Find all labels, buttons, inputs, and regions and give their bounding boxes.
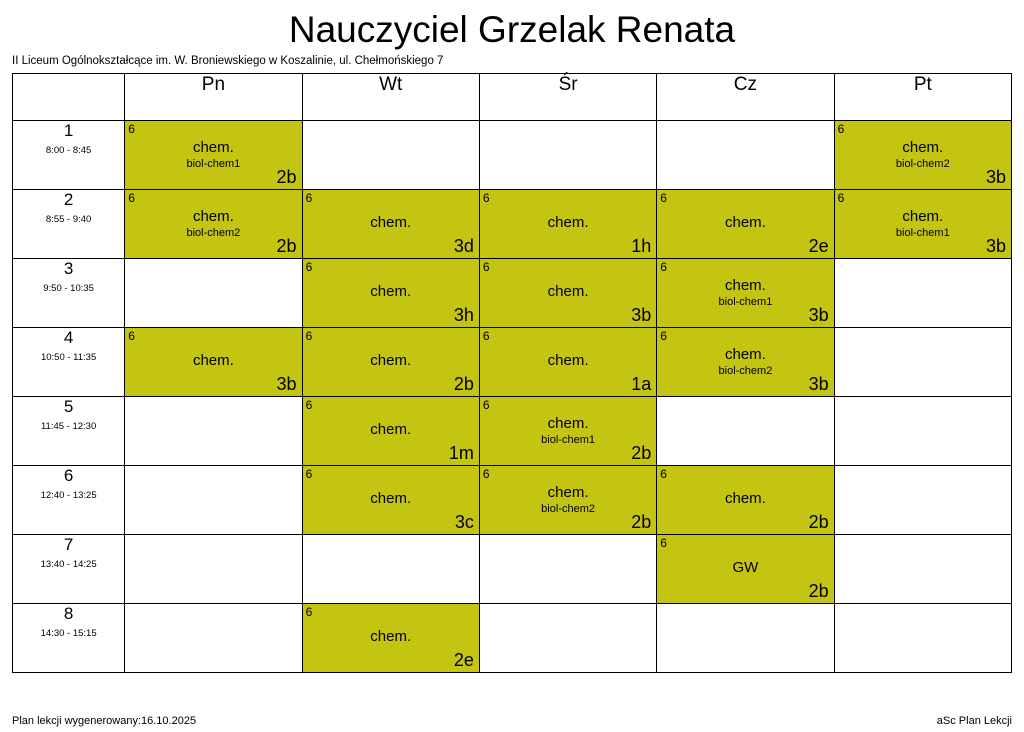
lesson-class: 3d [453, 236, 474, 256]
lesson-class: 1a [631, 374, 652, 394]
lesson-cell[interactable] [125, 190, 302, 259]
lesson-cell[interactable] [657, 190, 834, 259]
lesson-cell[interactable] [834, 397, 1011, 466]
lesson-period: 6 [305, 398, 313, 412]
lesson-period: 6 [660, 191, 667, 205]
lesson-cell[interactable] [657, 535, 834, 604]
lesson-group: biol-chem2 [895, 158, 950, 170]
lesson-cell[interactable] [302, 397, 479, 466]
lesson-class: 3b [631, 305, 652, 325]
hour-time: 8:00 - 8:45 [45, 145, 92, 156]
lesson-class: 3b [808, 305, 829, 325]
lesson-card[interactable] [480, 328, 656, 396]
lesson-card[interactable] [480, 190, 656, 258]
lesson-period: 6 [482, 329, 490, 343]
lesson-class: 3b [985, 236, 1006, 256]
lesson-cell[interactable] [834, 604, 1011, 673]
lesson-cell[interactable] [657, 466, 834, 535]
lesson-card[interactable] [125, 328, 301, 396]
lesson-card[interactable] [657, 190, 833, 258]
lesson-cell[interactable] [657, 328, 834, 397]
timetable-body [13, 121, 1012, 673]
lesson-period: 6 [305, 605, 313, 619]
lesson-subject: chem. [370, 283, 412, 300]
lesson-cell[interactable] [125, 397, 302, 466]
hour-cell [13, 604, 125, 673]
lesson-card[interactable] [125, 190, 301, 258]
lesson-cell[interactable] [834, 259, 1011, 328]
lesson-cell[interactable] [834, 466, 1011, 535]
lesson-cell[interactable] [834, 190, 1011, 259]
hour-time: 11:45 - 12:30 [40, 421, 97, 432]
hour-number: 4 [63, 328, 74, 347]
lesson-card[interactable] [835, 121, 1011, 189]
lesson-cell[interactable] [479, 535, 656, 604]
table-row [13, 121, 1012, 190]
lesson-period: 6 [837, 122, 845, 136]
hour-time: 13:40 - 14:25 [40, 559, 97, 570]
lesson-period: 6 [837, 191, 845, 205]
lesson-card[interactable] [480, 259, 656, 327]
lesson-class: 2b [631, 443, 652, 463]
lesson-class: 3c [454, 512, 474, 532]
timetable-grid [12, 73, 1012, 673]
lesson-class: 2b [276, 236, 297, 256]
timetable-page [0, 8, 1024, 732]
lesson-class: 2b [631, 512, 652, 532]
lesson-cell[interactable] [479, 397, 656, 466]
hour-cell [13, 121, 125, 190]
lesson-cell[interactable] [834, 328, 1011, 397]
table-row [13, 328, 1012, 397]
table-row [13, 466, 1012, 535]
lesson-class: 3b [808, 374, 829, 394]
lesson-card[interactable] [303, 190, 479, 258]
table-row [13, 259, 1012, 328]
hour-number: 6 [63, 466, 74, 485]
lesson-cell[interactable] [834, 121, 1011, 190]
lesson-cell[interactable] [302, 190, 479, 259]
day-header-pn: Pn [125, 74, 302, 121]
hour-cell [13, 466, 125, 535]
lesson-cell[interactable] [302, 121, 479, 190]
lesson-cell[interactable] [479, 604, 656, 673]
hour-cell [13, 328, 125, 397]
hour-time: 14:30 - 15:15 [40, 628, 97, 639]
lesson-cell[interactable] [657, 604, 834, 673]
lesson-subject: GW [732, 559, 759, 576]
hour-number: 3 [63, 259, 74, 278]
lesson-subject: chem. [902, 208, 944, 225]
hour-cell [13, 535, 125, 604]
grid-corner [13, 74, 125, 121]
hour-number: 2 [63, 190, 74, 209]
lesson-subject: chem. [370, 352, 412, 369]
lesson-cell[interactable] [125, 466, 302, 535]
lesson-group: biol-chem2 [718, 365, 773, 377]
lesson-card[interactable] [303, 604, 479, 672]
lesson-cell[interactable] [657, 259, 834, 328]
hour-number: 5 [63, 397, 74, 416]
hour-time: 8:55 - 9:40 [45, 214, 92, 225]
lesson-group: biol-chem1 [186, 158, 241, 170]
table-row [13, 604, 1012, 673]
lesson-cell[interactable] [479, 121, 656, 190]
lesson-cell[interactable] [125, 259, 302, 328]
lesson-cell[interactable] [657, 397, 834, 466]
lesson-card[interactable] [303, 328, 479, 396]
hour-time: 9:50 - 10:35 [43, 283, 94, 294]
school-subtitle: II Liceum Ogólnokształcące im. W. Broniewskiego w Koszalinie, ul. Chełmońskiego 7 [12, 55, 444, 67]
lesson-class: 3b [985, 167, 1006, 187]
lesson-card[interactable] [125, 121, 301, 189]
lesson-period: 6 [660, 467, 667, 481]
lesson-cell[interactable] [302, 466, 479, 535]
lesson-cell[interactable] [302, 535, 479, 604]
lesson-cell[interactable] [479, 259, 656, 328]
table-row [13, 190, 1012, 259]
lesson-class: 3b [276, 374, 297, 394]
lesson-subject: chem. [724, 277, 766, 294]
lesson-cell[interactable] [479, 190, 656, 259]
hour-number: 1 [63, 121, 74, 140]
lesson-period: 6 [660, 260, 667, 274]
hour-cell [13, 259, 125, 328]
lesson-period: 6 [482, 467, 490, 481]
lesson-period: 6 [305, 467, 313, 481]
lesson-card[interactable] [480, 466, 656, 534]
lesson-cell[interactable] [302, 328, 479, 397]
lesson-class: 2e [808, 236, 829, 256]
lesson-subject: chem. [724, 490, 766, 507]
lesson-subject: chem. [547, 214, 589, 231]
hour-cell [13, 190, 125, 259]
lesson-period: 6 [305, 329, 313, 343]
lesson-subject: chem. [902, 139, 944, 156]
lesson-cell[interactable] [125, 121, 302, 190]
lesson-class: 1m [448, 443, 474, 463]
lesson-class: 3h [453, 305, 474, 325]
hour-time: 12:40 - 13:25 [40, 490, 97, 501]
lesson-cell[interactable] [302, 604, 479, 673]
lesson-class: 2b [453, 374, 474, 394]
lesson-card[interactable] [657, 259, 833, 327]
lesson-cell[interactable] [302, 259, 479, 328]
lesson-cell[interactable] [479, 466, 656, 535]
hour-number: 7 [63, 535, 74, 554]
lesson-period: 6 [128, 122, 135, 136]
lesson-subject: chem. [547, 415, 589, 432]
day-header-sr: Śr [479, 74, 656, 121]
lesson-period: 6 [482, 191, 490, 205]
hour-cell [13, 397, 125, 466]
lesson-period: 6 [482, 260, 490, 274]
day-header-wt: Wt [302, 74, 479, 121]
lesson-subject: chem. [370, 490, 412, 507]
lesson-card[interactable] [657, 328, 833, 396]
lesson-cell[interactable] [834, 535, 1011, 604]
lesson-period: 6 [660, 536, 667, 550]
hour-number: 8 [63, 604, 74, 623]
lesson-subject: chem. [370, 421, 412, 438]
hour-time: 10:50 - 11:35 [40, 352, 97, 363]
page-footer [12, 714, 1012, 728]
lesson-class: 2b [808, 512, 829, 532]
lesson-period: 6 [305, 191, 313, 205]
day-header-cz: Cz [657, 74, 834, 121]
lesson-group: biol-chem2 [541, 503, 595, 515]
lesson-class: 2e [453, 650, 474, 670]
lesson-cell[interactable] [125, 604, 302, 673]
lesson-subject: chem. [547, 283, 589, 300]
lesson-cell[interactable] [657, 121, 834, 190]
table-row [13, 397, 1012, 466]
lesson-group: biol-chem2 [186, 227, 241, 239]
lesson-card[interactable] [657, 466, 833, 534]
lesson-cell[interactable] [479, 328, 656, 397]
lesson-class: 2b [276, 167, 297, 187]
lesson-group: biol-chem1 [541, 434, 595, 446]
lesson-cell[interactable] [125, 328, 302, 397]
lesson-period: 6 [128, 329, 135, 343]
lesson-period: 6 [128, 191, 135, 205]
lesson-card[interactable] [303, 466, 479, 534]
lesson-subject: chem. [724, 346, 766, 363]
page-title: Nauczyciel Grzelak Renata [288, 9, 736, 50]
lesson-period: 6 [482, 398, 490, 412]
lesson-class: 1h [631, 236, 652, 256]
lesson-class: 2b [808, 581, 829, 601]
lesson-period: 6 [305, 260, 313, 274]
lesson-card[interactable] [835, 190, 1011, 258]
lesson-period: 6 [660, 329, 667, 343]
lesson-subject: chem. [547, 484, 589, 501]
lesson-group: biol-chem1 [718, 296, 773, 308]
lesson-subject: chem. [192, 352, 234, 369]
lesson-subject: chem. [370, 628, 412, 645]
lesson-subject: chem. [547, 352, 589, 369]
software-credit: aSc Plan Lekcji [936, 715, 1012, 727]
lesson-card[interactable] [480, 397, 656, 465]
generated-date: Plan lekcji wygenerowany:16.10.2025 [12, 715, 197, 727]
lesson-cell[interactable] [125, 535, 302, 604]
lesson-subject: chem. [192, 208, 234, 225]
timetable-header-row [13, 74, 1012, 121]
lesson-subject: chem. [370, 214, 412, 231]
lesson-group: biol-chem1 [895, 227, 950, 239]
day-header-pt: Pt [834, 74, 1011, 121]
lesson-card[interactable] [657, 535, 833, 603]
table-row [13, 535, 1012, 604]
lesson-card[interactable] [303, 397, 479, 465]
lesson-subject: chem. [192, 139, 234, 156]
lesson-card[interactable] [303, 259, 479, 327]
lesson-subject: chem. [724, 214, 766, 231]
